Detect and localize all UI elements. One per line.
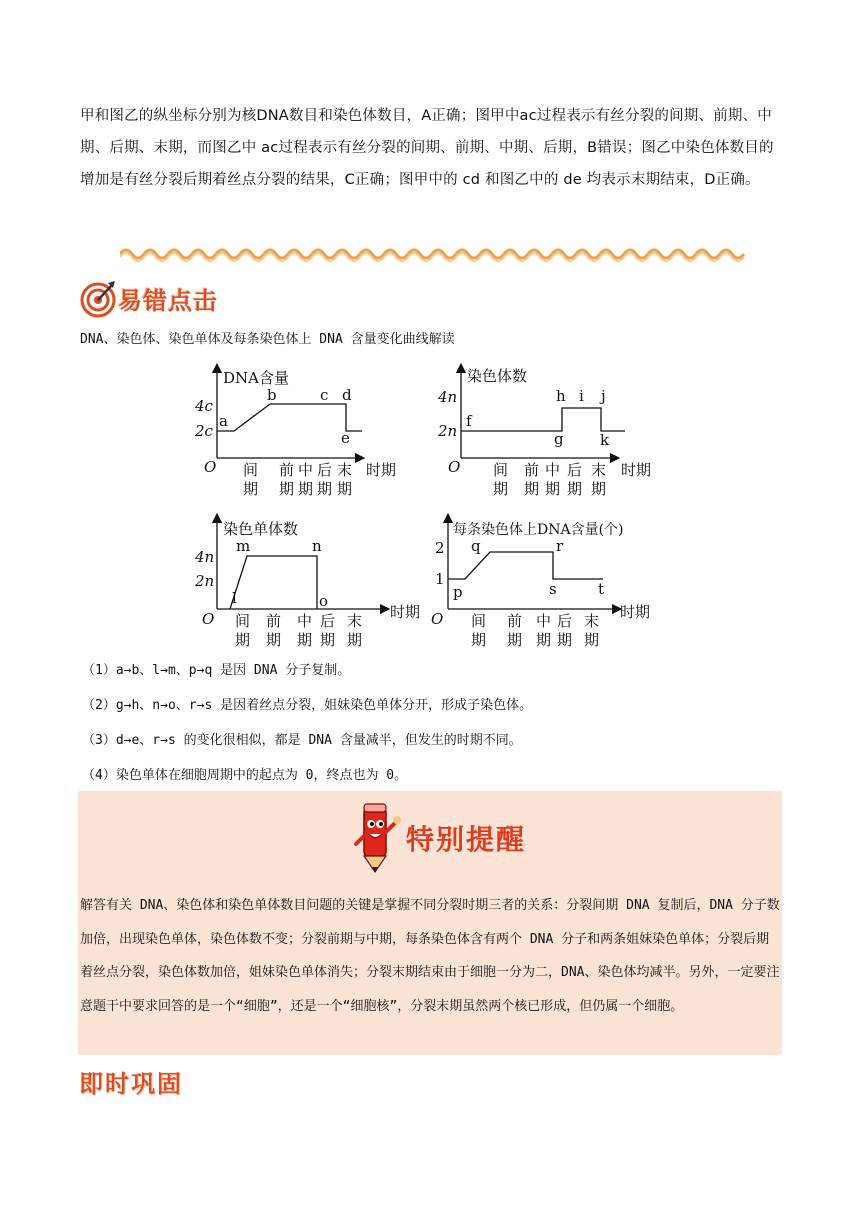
graph4-point-p: p xyxy=(453,583,463,601)
graph4-point-q: q xyxy=(471,537,481,555)
phase-label: 中 xyxy=(298,461,314,479)
graph2-origin: O xyxy=(448,458,461,476)
phase-label: 期 xyxy=(279,480,295,498)
graph3-origin: O xyxy=(202,610,215,628)
graph2-point-g: g xyxy=(554,430,564,448)
graph-chromosome-count xyxy=(437,367,651,498)
phase-label: 末 xyxy=(591,461,607,479)
phase-label: 后 xyxy=(557,612,573,630)
phase-label: 后 xyxy=(317,461,333,479)
graph2-point-k: k xyxy=(600,431,610,449)
special-reminder-box xyxy=(78,791,782,1055)
phase-label: 期 xyxy=(298,480,314,498)
phase-label: 中 xyxy=(536,612,552,630)
phase-label: 前 xyxy=(266,612,282,630)
graph-dna-per-chromosome xyxy=(431,518,650,649)
note-item: （3）d→e、r→s 的变化很相似，都是 DNA 含量减半，但发生的时期不同。 xyxy=(82,733,522,748)
target-icon xyxy=(78,279,118,319)
graph1-xlabel: 时期 xyxy=(366,461,397,479)
phase-label: 间 xyxy=(493,461,509,479)
answer-explanation-paragraph: 甲和图乙的纵坐标分别为核DNA数目和染色体数目，A正确；图甲中ac过程表示有丝分裂的间期、前期、中期、后期、末期，而图乙中 ac过程表示有丝分裂的间期、前期、中期、后期，B错误；图乙中染色体数目的增加是有丝分裂后期着丝点分裂的结果，C正确；图甲中的 cd 和图乙中的 de 均表示末期结束，D正确。 xyxy=(80,108,774,188)
special-reminder-title: 特别提醒 xyxy=(406,823,527,856)
graph4-point-s: s xyxy=(549,580,557,598)
graph1-title: DNA含量 xyxy=(223,369,289,387)
graph1-point-a: a xyxy=(219,412,228,430)
phase-label: 期 xyxy=(567,480,583,498)
graph3-ytick-2n: 2n xyxy=(195,572,215,590)
phase-label: 期 xyxy=(493,480,509,498)
phase-label: 期 xyxy=(545,480,561,498)
graph4-point-r: r xyxy=(556,537,564,555)
graph3-title: 染色单体数 xyxy=(223,520,299,538)
graph4-ytick-2: 2 xyxy=(435,539,445,557)
phase-label: 期 xyxy=(235,631,251,649)
graph3-point-n: n xyxy=(312,537,322,555)
section-title-practice: 即时巩固 xyxy=(79,1070,183,1098)
notes-list xyxy=(82,660,782,800)
pencil-mascot-icon xyxy=(346,796,406,876)
graph1-ytick-2c: 2c xyxy=(195,422,213,440)
phase-label: 期 xyxy=(524,480,540,498)
graph2-xlabel: 时期 xyxy=(621,461,652,479)
graph2-point-h: h xyxy=(556,387,566,405)
phase-label: 期 xyxy=(471,631,487,649)
graph3-point-l: l xyxy=(232,589,237,607)
graph1-point-b: b xyxy=(267,386,277,404)
phase-label: 前 xyxy=(524,461,540,479)
graphs-intro-text: DNA、染色体、染色单体及每条染色体上 DNA 含量变化曲线解读 xyxy=(80,332,455,347)
graph4-origin: O xyxy=(431,610,444,628)
wave-divider xyxy=(120,244,750,264)
graph1-point-d: d xyxy=(342,386,352,404)
phase-label: 前 xyxy=(279,461,295,479)
phase-label: 期 xyxy=(243,480,259,498)
phase-label: 末 xyxy=(337,461,353,479)
note-item: （1）a→b、l→m、p→q 是因 DNA 分子复制。 xyxy=(82,663,351,678)
phase-label: 期 xyxy=(347,631,363,649)
graph4-point-t: t xyxy=(598,580,605,598)
phase-label: 末 xyxy=(584,612,600,630)
graph2-title: 染色体数 xyxy=(467,367,528,385)
phase-label: 期 xyxy=(507,631,523,649)
phase-label: 期 xyxy=(584,631,600,649)
phase-label: 间 xyxy=(471,612,487,630)
graph1-point-e: e xyxy=(341,429,350,447)
phase-label: 期 xyxy=(337,480,353,498)
graph2-ytick-4n: 4n xyxy=(438,388,458,406)
graph4-title: 每条染色体上DNA含量(个) xyxy=(453,522,624,538)
phase-label: 后 xyxy=(567,461,583,479)
phase-label: 末 xyxy=(347,612,363,630)
graph1-point-c: c xyxy=(320,386,329,404)
graph3-point-o: o xyxy=(319,592,329,610)
graph3-xlabel: 时期 xyxy=(390,603,421,621)
graph2-point-j: j xyxy=(601,387,606,405)
phase-label: 间 xyxy=(243,461,259,479)
graph-dna-content xyxy=(194,368,396,498)
phase-label: 中 xyxy=(297,612,313,630)
graph3-point-m: m xyxy=(236,537,251,555)
graph4-ytick-1: 1 xyxy=(435,570,445,588)
phase-label: 中 xyxy=(545,461,561,479)
graph1-ytick-4c: 4c xyxy=(195,397,213,415)
phase-label: 期 xyxy=(320,631,336,649)
note-item: （2）g→h、n→o、r→s 是因着丝点分裂，姐妹染色单体分开，形成子染色体。 xyxy=(82,698,533,713)
phase-label: 期 xyxy=(536,631,552,649)
phase-label: 期 xyxy=(266,631,282,649)
cell-division-graphs xyxy=(190,358,660,658)
graph3-ytick-4n: 4n xyxy=(195,548,215,566)
graph2-point-f: f xyxy=(466,412,472,430)
phase-label: 期 xyxy=(557,631,573,649)
graph4-xlabel: 时期 xyxy=(620,603,651,621)
phase-label: 前 xyxy=(507,612,523,630)
section-title-mistakes: 易错点击 xyxy=(118,287,218,315)
phase-label: 后 xyxy=(320,612,336,630)
phase-label: 期 xyxy=(591,480,607,498)
section-heading-mistakes xyxy=(78,279,278,319)
phase-label: 间 xyxy=(235,612,251,630)
note-item: （4）染色单体在细胞周期中的起点为 0，终点也为 0。 xyxy=(82,768,408,783)
graph1-origin: O xyxy=(204,458,217,476)
special-reminder-text: 解答有关 DNA、染色体和染色单体数目问题的关键是掌握不同分裂时期三者的关系：分裂间期 DNA 复制后，DNA 分子数加倍，出现染色单体，染色体数不变；分裂前期与中期，每条染色体含有两个 DNA 分子和两条姐妹染色单体；分裂后期着丝点分裂，染色体数加倍，姐妹染色单体消失；分裂末期结束由于细胞一分为二，DNA、染色体均减半。另外，一定要注意题干中要求回答的是一个“细胞”，还是一个“细胞核”，分裂末期虽然两个核已形成，但仍属一个细胞。 xyxy=(80,898,780,1014)
graph2-point-i: i xyxy=(579,387,584,405)
graph-chromatid-count xyxy=(194,518,420,649)
phase-label: 期 xyxy=(297,631,313,649)
graph2-ytick-2n: 2n xyxy=(438,422,458,440)
phase-label: 期 xyxy=(317,480,333,498)
